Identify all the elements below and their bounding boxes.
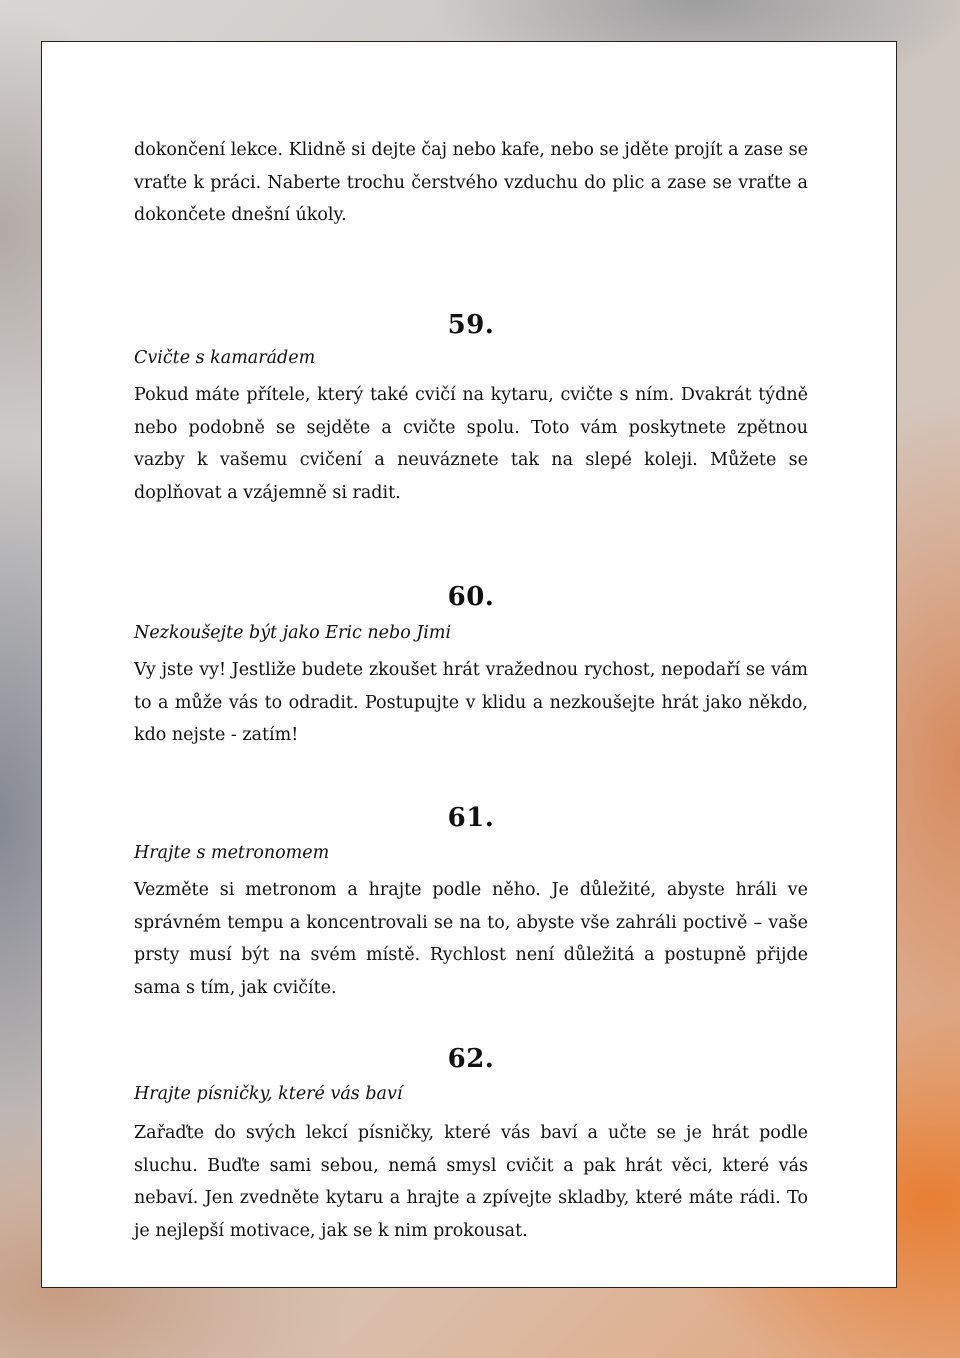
page-content xyxy=(134,134,808,1242)
section-body-block xyxy=(134,874,808,1005)
section-body-block xyxy=(134,379,808,510)
section-number: 62. xyxy=(447,1044,495,1074)
intro-paragraph: dokončení lekce. Klidně si dejte čaj nebo kafe, nebo se jděte projít a zase se vraťte k práci. Naberte trochu čerstvého vzduchu do plic a zase se vraťte a dokončete dnešní úkoly. xyxy=(134,140,808,226)
section-number: 60. xyxy=(447,582,495,612)
section-body: Zařaďte do svých lekcí písničky, které vás baví a učte se je hrát podle sluchu. Buďte sami sebou, nemá smysl cvičit a pak hrát věci, které vás nebaví. Jen zvedněte kytaru a hrajte a zpívejte skladby, které máte rádi. To je nejlepší motivace, jak se k nim prokousat. xyxy=(134,1123,808,1242)
section-heading: Nezkoušejte být jako Eric nebo Jimi xyxy=(134,623,452,643)
document-page xyxy=(41,41,897,1288)
section-heading: Cvičte s kamarádem xyxy=(134,348,316,368)
intro-paragraph-block xyxy=(134,134,808,232)
section-number: 59. xyxy=(447,310,495,340)
section-body-block xyxy=(134,654,808,752)
section-body: Pokud máte přítele, který také cvičí na kytaru, cvičte s ním. Dvakrát týdně nebo podobně se sejděte a cvičte spolu. Toto vám poskytnete zpětnou vazby k vašemu cvičení a neuváznete tak na slepé koleji. Můžete se doplňovat a vzájemně si radit. xyxy=(134,385,808,504)
section-body-block xyxy=(134,1117,808,1248)
section-heading: Hrajte s metronomem xyxy=(134,843,330,863)
section-number: 61. xyxy=(447,803,495,833)
section-heading: Hrajte písničky, které vás baví xyxy=(134,1084,403,1104)
section-body: Vezměte si metronom a hrajte podle něho. Je důležité, abyste hráli ve správném tempu a koncentrovali se na to, abyste vše zahráli poctivě – vaše prsty musí být na svém místě. Rychlost není důležitá a postupně přijde sama s tím, jak cvičíte. xyxy=(134,880,808,999)
section-body: Vy jste vy! Jestliže budete zkoušet hrát vražednou rychost, nepodaří se vám to a může vás to odradit. Postupujte v klidu a nezkoušejte hrát jako někdo, kdo nejste - zatím! xyxy=(134,660,808,746)
